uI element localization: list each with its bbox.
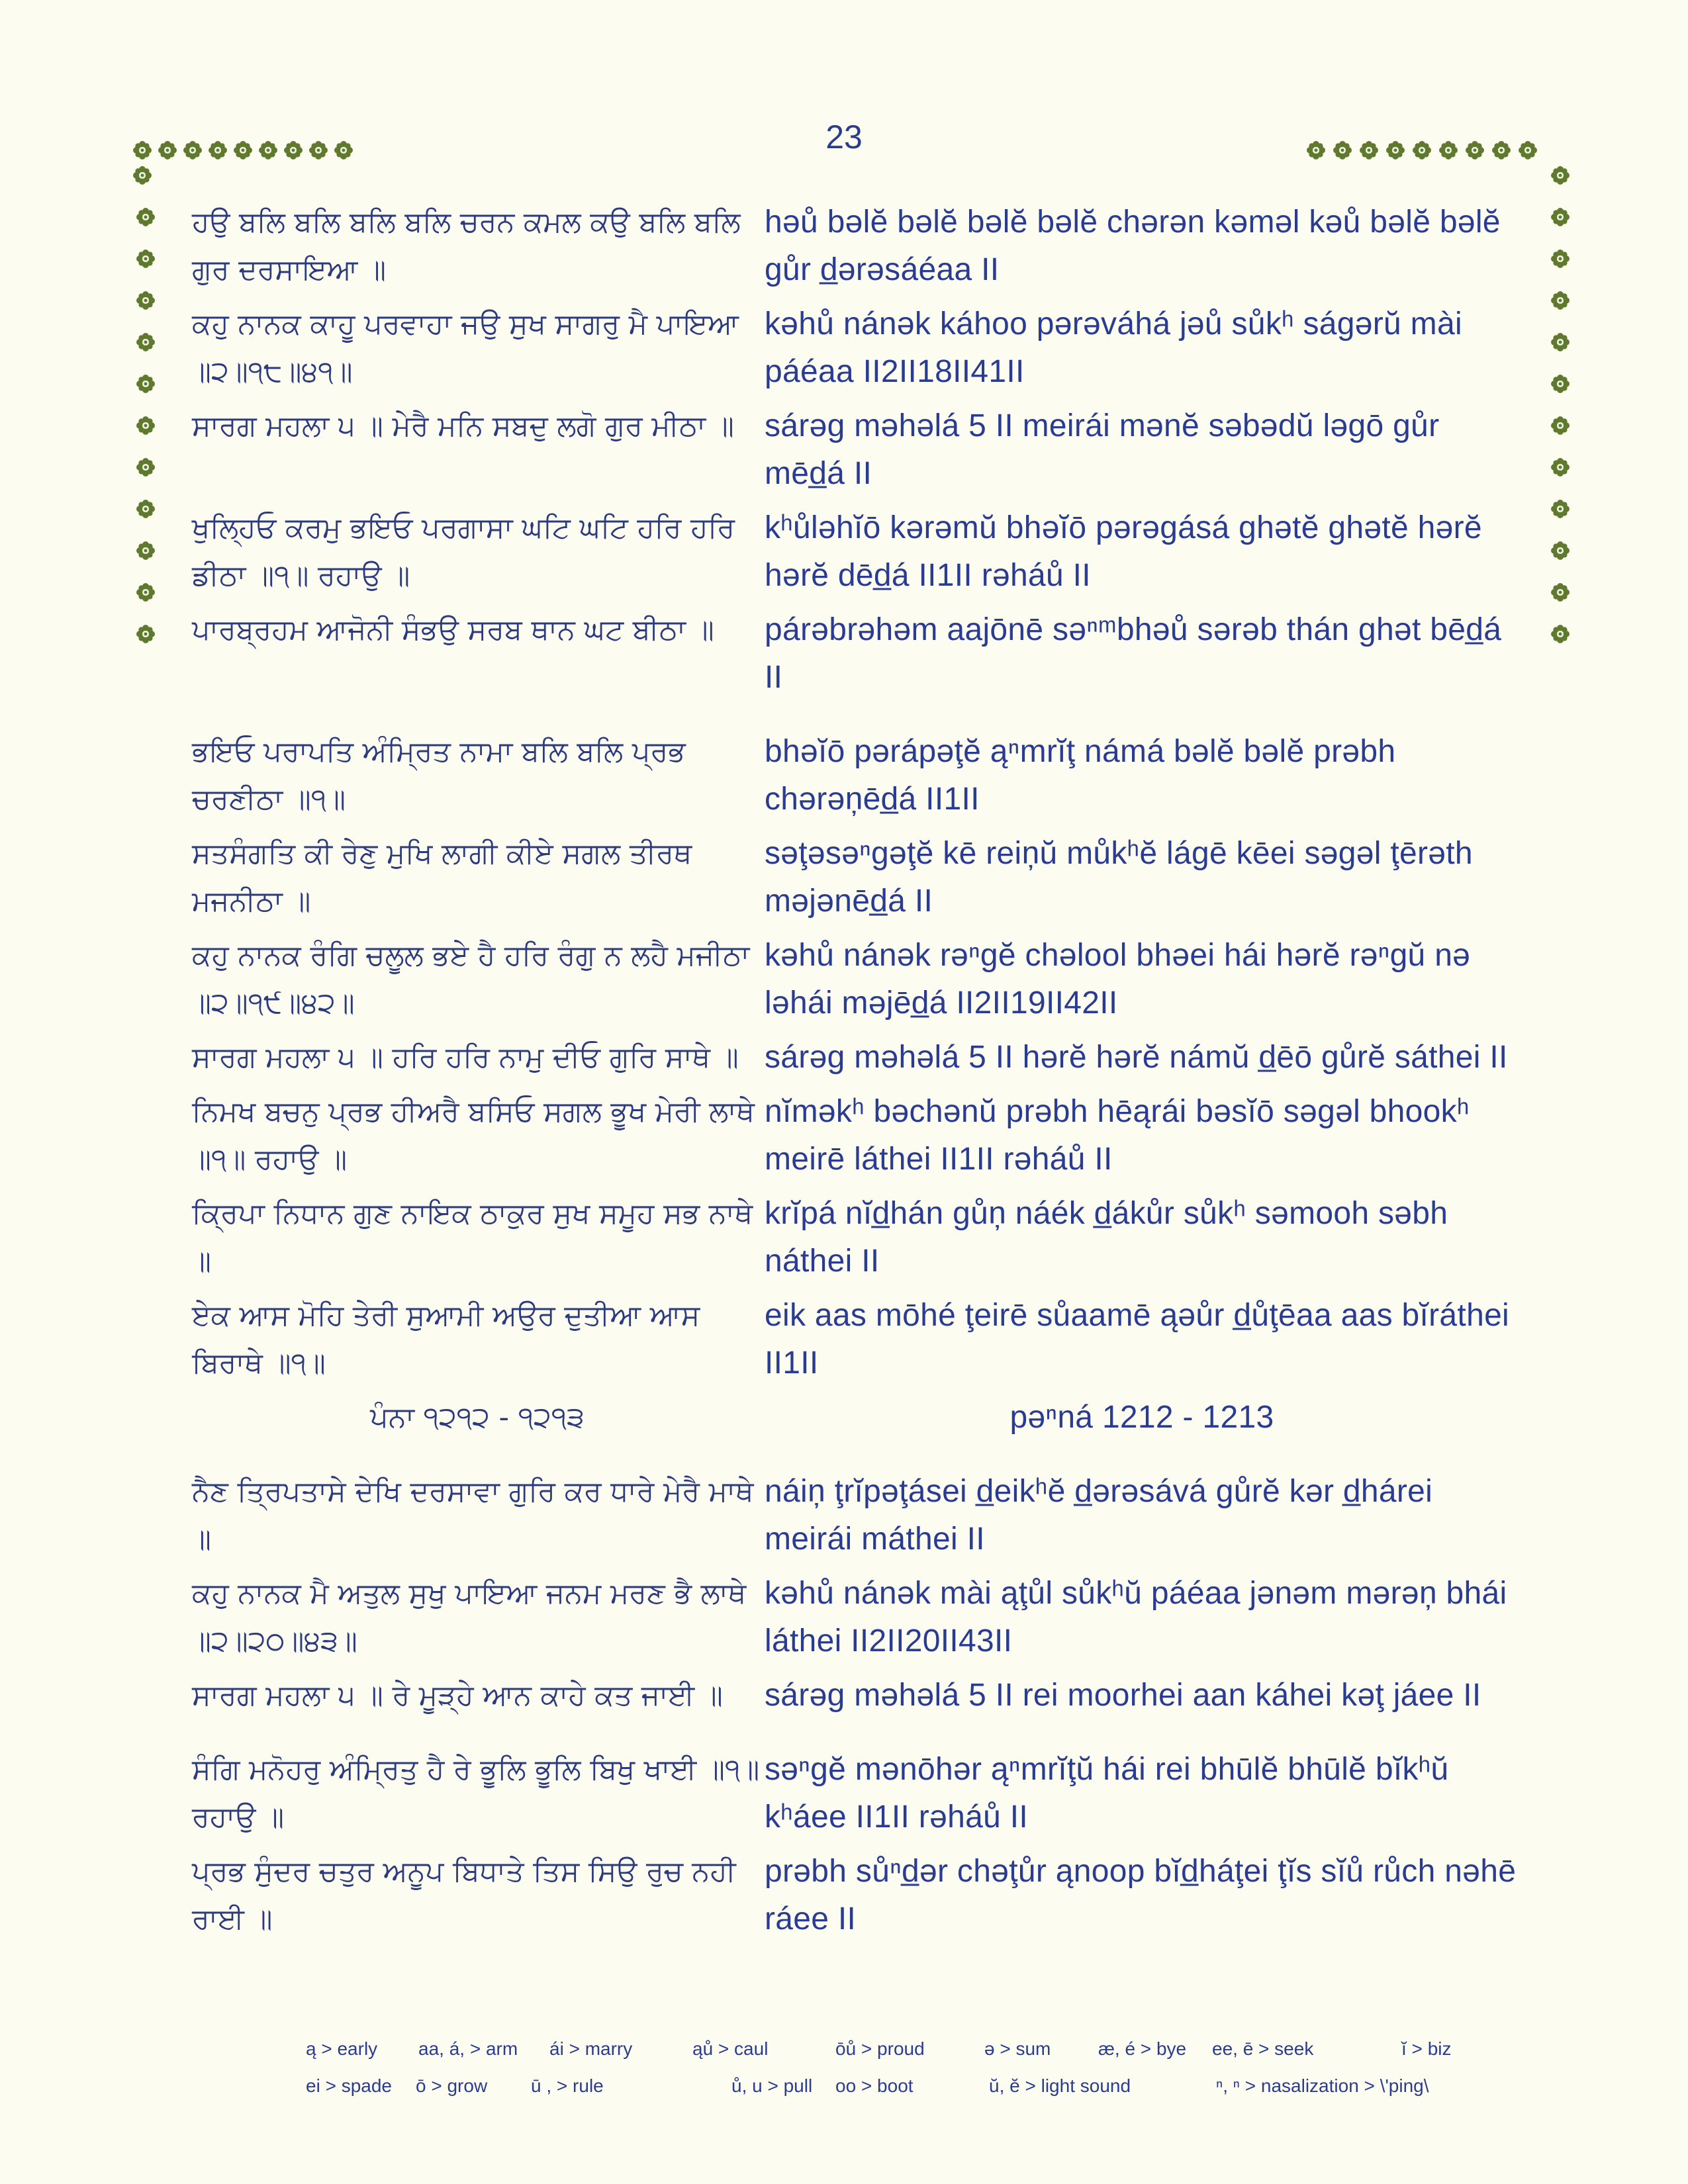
gurmukhi-text: ਕਹੁ ਨਾਨਕ ਮੈ ਅਤੁਲ ਸੁਖੁ ਪਾਇਆ ਜਨਮ ਮਰਣ ਭੈ ਲਾਥੇ ॥੨॥੨੦॥੪੩॥ xyxy=(192,1577,747,1658)
flower-ornament-icon xyxy=(1550,457,1570,477)
legend-item: ei > spade xyxy=(306,2075,392,2096)
flower-ornament-icon xyxy=(136,457,156,477)
verse-row xyxy=(192,300,1523,396)
flower-ornament-icon xyxy=(136,291,156,310)
transliteration-text: kʰůləhĭō kərəmŭ bhəĭō pərəgásá ghətĕ ghətĕ hərĕ hərĕ dēd̲á II1II rəháů II xyxy=(765,510,1482,593)
legend-item: ů, u > pull xyxy=(731,2075,813,2096)
flower-ornament-icon xyxy=(1385,140,1405,160)
flower-ornament-icon xyxy=(136,249,156,269)
flower-ornament-icon xyxy=(1306,140,1326,160)
flower-ornament-icon xyxy=(334,140,353,160)
transliteration-text: kəhů nánək káhoo pərəváhá jəů sůkʰ ságərŭ mài páéaa II2II18II41II xyxy=(765,306,1462,389)
legend-item: æ, é > bye xyxy=(1098,2038,1187,2059)
verse-list xyxy=(192,199,1523,1387)
pronunciation-legend xyxy=(306,2038,1497,2113)
legend-item: ái > marry xyxy=(549,2038,633,2059)
flower-ornament-icon xyxy=(258,140,278,160)
gurmukhi-text: ਸਾਰਗ ਮਹਲਾ ੫ ॥ ਮੇਰੈ ਮਨਿ ਸਬਦੁ ਲਗੋ ਗੁਰ ਮੀਠਾ ॥ xyxy=(192,410,734,443)
verse-row xyxy=(192,1746,1523,1841)
legend-item: ąů > caul xyxy=(692,2038,769,2059)
legend-item: ĭ > biz xyxy=(1401,2038,1452,2059)
legend-item: ə > sum xyxy=(984,2038,1051,2059)
flower-ornament-icon xyxy=(136,207,156,227)
gurmukhi-text: ਸਾਰਗ ਮਹਲਾ ੫ ॥ ਰੇ ਮੂੜ੍ਹੇ ਆਨ ਕਾਹੇ ਕਤ ਜਾਈ ॥ xyxy=(192,1679,723,1712)
flower-ornament-icon xyxy=(1550,332,1570,352)
verse-row xyxy=(192,1468,1523,1563)
gurmukhi-text: ਹਉ ਬਲਿ ਬਲਿ ਬਲਿ ਬਲਿ ਚਰਨ ਕਮਲ ਕਉ ਬਲਿ ਬਲਿ ਗੁਰ ਦਰਸਾਇਆ ॥ xyxy=(192,206,741,287)
flower-ornament-icon xyxy=(136,499,156,519)
legend-item: aa, á, > arm xyxy=(418,2038,518,2059)
verse-row xyxy=(192,932,1523,1027)
legend-item: ū , > rule xyxy=(531,2075,604,2096)
flower-ornament-icon xyxy=(1359,140,1379,160)
scripture-content xyxy=(192,199,1523,1950)
flower-ornament-icon xyxy=(1550,624,1570,644)
verse-row xyxy=(192,199,1523,294)
flower-ornament-icon xyxy=(136,624,156,644)
gurmukhi-text: ਕ੍ਰਿਪਾ ਨਿਧਾਨ ਗੁਣ ਨਾਇਕ ਠਾਕੁਰ ਸੁਖ ਸਮੂਹ ਸਭ ਨਾਥੇ ॥ xyxy=(192,1197,753,1278)
flower-ornament-icon xyxy=(1518,140,1538,160)
flower-ornament-icon xyxy=(136,416,156,435)
legend-item: ee, ē > seek xyxy=(1212,2038,1314,2059)
flower-ornament-icon xyxy=(136,374,156,394)
gurmukhi-text: ਕਹੁ ਨਾਨਕ ਕਾਹੂ ਪਰਵਾਹਾ ਜਉ ਸੁਖ ਸਾਗਰੁ ਮੈ ਪਾਇਆ ॥੨॥੧੮॥੪੧॥ xyxy=(192,308,739,388)
transliteration-text: párəbrəhəm aajōnē səⁿᵐbhəů sərəb thán ghət bēd̲á II xyxy=(765,612,1502,695)
legend-row xyxy=(306,2038,1497,2075)
transliteration-text: nĭməkʰ bəchənŭ prəbh hēąrái bəsĭō səgəl bhookʰ meirē láthei II1II rəháů II xyxy=(765,1094,1470,1177)
flower-ornament-icon xyxy=(158,140,177,160)
page-range-translit: pəⁿná 1212 - 1213 xyxy=(1009,1400,1274,1435)
flower-ornament-icon xyxy=(233,140,253,160)
verse-row xyxy=(192,1190,1523,1285)
flower-ornament-icon xyxy=(308,140,328,160)
flower-ornament-icon xyxy=(1465,140,1485,160)
flower-ornament-icon xyxy=(1550,499,1570,519)
flower-ornament-icon xyxy=(1333,140,1352,160)
gurmukhi-text: ਖੁਲ੍ਹਿਓ ਕਰਮੁ ਭਇਓ ਪਰਗਾਸਾ ਘਟਿ ਘਟਿ ਹਰਿ ਹਰਿ ਡੀਠਾ ॥੧॥ ਰਹਾਉ ॥ xyxy=(192,512,735,592)
legend-item: ŭ, ĕ > light sound xyxy=(989,2075,1131,2096)
legend-item: ō > grow xyxy=(416,2075,488,2096)
verse-row xyxy=(192,830,1523,925)
flower-ornament-icon xyxy=(132,165,152,185)
flower-ornament-icon xyxy=(1550,249,1570,269)
transliteration-text: náiņ ţrĭpəţásei d̲eikʰĕ d̲ərəsává gůrĕ kər d̲hárei meirái máthei II xyxy=(765,1474,1433,1557)
page-range-heading xyxy=(192,1394,1523,1441)
transliteration-text: eik aas mōhé ţeirē sůaamē ąəůr d̲ůţēaa aas bĭráthei II1II xyxy=(765,1298,1510,1381)
page-range-gurmukhi: ਪੰਨਾ ੧੨੧੨ - ੧੨੧੩ xyxy=(370,1401,585,1434)
transliteration-text: krĭpá nĭd̲hán gůņ náék d̲ákůr sůkʰ səmooh səbh náthei II xyxy=(765,1196,1448,1279)
gurmukhi-text: ਸਤਸੰਗਤਿ ਕੀ ਰੇਣੁ ਮੁਖਿ ਲਾਗੀ ਕੀਏ ਸਗਲ ਤੀਰਥ ਮਜਨੀਠਾ ॥ xyxy=(192,837,692,918)
flower-ornament-icon xyxy=(1550,374,1570,394)
verse-row xyxy=(192,1292,1523,1387)
flower-ornament-icon xyxy=(283,140,303,160)
transliteration-text: kəhů nánək mài ąţůl sůkʰŭ páéaa jənəm mərəņ bhái láthei II2II20II43II xyxy=(765,1576,1507,1659)
gurmukhi-text: ਪ੍ਰਭ ਸੁੰਦਰ ਚਤੁਰ ਅਨੂਪ ਬਿਧਾਤੇ ਤਿਸ ਸਿਉ ਰੁਚ ਨਹੀ ਰਾਈ ॥ xyxy=(192,1855,736,1936)
transliteration-text: səⁿgĕ mənōhər ąⁿmrĭţŭ hái rei bhūlĕ bhūlĕ bĭkʰŭ kʰáee II1II rəháů II xyxy=(765,1752,1449,1835)
flower-ornament-icon xyxy=(1550,207,1570,227)
verse-row xyxy=(192,1848,1523,1943)
transliteration-text: səţəsəⁿgəţĕ kē reiņŭ můkʰĕ lágē kēei səgəl ţērəth məjənēd̲á II xyxy=(765,836,1473,919)
transliteration-text: sárəg məhəlá 5 II rei moorhei aan káhei kəţ jáee II xyxy=(765,1678,1481,1713)
transliteration-text: bhəĭō pərápəţĕ ąⁿmrĭţ námá bəlĕ bəlĕ prəbh chərəņēd̲á II1II xyxy=(765,734,1396,817)
flower-ornament-icon xyxy=(1550,416,1570,435)
legend-item: ą > early xyxy=(306,2038,378,2059)
transliteration-text: kəhů nánək rəⁿgĕ chəlool bhəei hái hərĕ rəⁿgŭ nə ləhái məjēd̲á II2II19II42II xyxy=(765,938,1471,1021)
flower-ornament-icon xyxy=(208,140,228,160)
transliteration-text: həů bəlĕ bəlĕ bəlĕ bəlĕ chərən kəməl kəů bəlĕ bəlĕ gůr d̲ərəsáéaa II xyxy=(765,205,1501,287)
flower-ornament-icon xyxy=(136,582,156,602)
gurmukhi-text: ਭਇਓ ਪਰਾਪਤਿ ਅੰਮ੍ਰਿਤ ਨਾਮਾ ਬਲਿ ਬਲਿ ਪ੍ਰਭ ਚਰਣੀਠਾ ॥੧॥ xyxy=(192,735,686,816)
flower-ornament-icon xyxy=(1412,140,1432,160)
transliteration-text: sárəg məhəlá 5 II hərĕ hərĕ námŭ d̲ēō gůrĕ sáthei II xyxy=(765,1040,1508,1075)
legend-row xyxy=(306,2075,1497,2113)
legend-item: ōů > proud xyxy=(835,2038,925,2059)
gurmukhi-text: ਪਾਰਬ੍ਰਹਮ ਆਜੋਨੀ ਸੰਭਉ ਸਰਬ ਥਾਨ ਘਟ ਬੀਠਾ ॥ xyxy=(192,614,714,647)
flower-ornament-icon xyxy=(132,140,152,160)
gurmukhi-text: ਸਾਰਗ ਮਹਲਾ ੫ ॥ ਹਰਿ ਹਰਿ ਨਾਮੁ ਦੀਓ ਗੁਰਿ ਸਾਥੇ ॥ xyxy=(192,1041,739,1074)
gurmukhi-text: ਕਹੁ ਨਾਨਕ ਰੰਗਿ ਚਲੂਲ ਭਏ ਹੈ ਹਰਿ ਰੰਗੁ ਨ ਲਹੈ ਮਜੀਠਾ ॥੨॥੧੯॥੪੨॥ xyxy=(192,939,750,1020)
verse-row xyxy=(192,1672,1523,1719)
verse-row xyxy=(192,1088,1523,1183)
gurmukhi-text: ਸੰਗਿ ਮਨੋਹਰੁ ਅੰਮ੍ਰਿਤੁ ਹੈ ਰੇ ਭੂਲਿ ਭੂਲਿ ਬਿਖੁ ਖਾਈ ॥੧॥ ਰਹਾਉ ॥ xyxy=(192,1753,760,1834)
verse-row xyxy=(192,402,1523,498)
verse-row xyxy=(192,1570,1523,1665)
flower-ornament-icon xyxy=(1550,582,1570,602)
verse-list xyxy=(192,1468,1523,1943)
flower-ornament-icon xyxy=(183,140,203,160)
flower-ornament-icon xyxy=(1491,140,1511,160)
verse-row xyxy=(192,1034,1523,1081)
flower-ornament-icon xyxy=(1550,165,1570,185)
page-number: 23 xyxy=(825,118,863,156)
flower-ornament-icon xyxy=(1550,291,1570,310)
flower-ornament-icon xyxy=(136,332,156,352)
flower-ornament-icon xyxy=(1550,541,1570,561)
verse-row xyxy=(192,728,1523,823)
flower-ornament-icon xyxy=(136,541,156,561)
verse-row xyxy=(192,504,1523,600)
gurmukhi-text: ਨਿਮਖ ਬਚਨੁ ਪ੍ਰਭ ਹੀਅਰੈ ਬਸਿਓ ਸਗਲ ਭੂਖ ਮੇਰੀ ਲਾਥੇ ॥੧॥ ਰਹਾਉ ॥ xyxy=(192,1095,755,1176)
transliteration-text: sárəg məhəlá 5 II meirái mənĕ səbədŭ ləgō gůr mēd̲á II xyxy=(765,408,1440,491)
transliteration-text: prəbh sůⁿd̲ər chəţůr ąnoop bĭd̲háţei ţĭs sĭů růch nəhē ráee II xyxy=(765,1854,1517,1936)
flower-ornament-icon xyxy=(1438,140,1458,160)
gurmukhi-text: ਏਕ ਆਸ ਮੋਹਿ ਤੇਰੀ ਸੁਆਮੀ ਅਉਰ ਦੁਤੀਆ ਆਸ ਬਿਰਾਥੇ ॥੧॥ xyxy=(192,1299,700,1380)
gurmukhi-text: ਨੈਣ ਤ੍ਰਿਪਤਾਸੇ ਦੇਖਿ ਦਰਸਾਵਾ ਗੁਰਿ ਕਰ ਧਾਰੇ ਮੇਰੈ ਮਾਥੇ ॥ xyxy=(192,1475,754,1556)
verse-row xyxy=(192,606,1523,702)
legend-item: oo > boot xyxy=(835,2075,914,2096)
legend-item: ⁿ, ⁿ > nasalization > \'ping\ xyxy=(1216,2075,1429,2096)
